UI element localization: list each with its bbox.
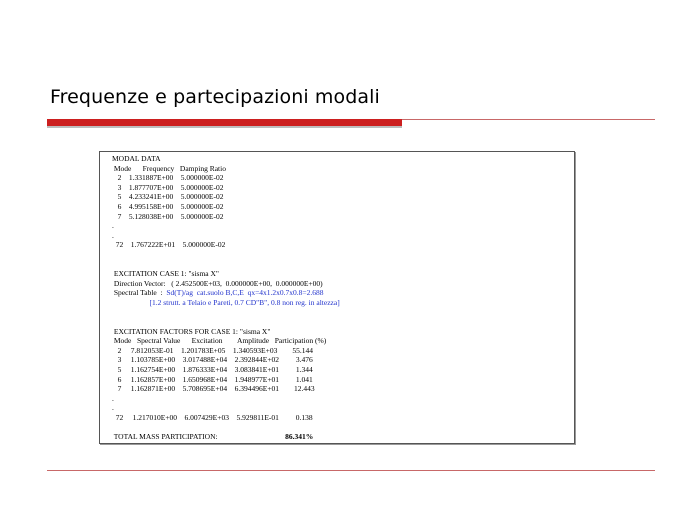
report-line-text: 2 1.331887E+00 5.000000E-02 (112, 173, 224, 183)
report-line-text: 6 4.995158E+00 5.000000E-02 (112, 201, 224, 211)
report-line-text: 72 1.217010E+00 6.007429E+03 5.929811E-01 0.138 (112, 413, 313, 423)
report-line (112, 375, 340, 385)
slide-title: Frequenze e partecipazioni modali (50, 86, 380, 108)
report-line (112, 394, 340, 404)
report-line (112, 384, 340, 394)
report-line (112, 308, 340, 318)
report-line (112, 173, 340, 183)
report-line (112, 164, 340, 174)
report-line (112, 183, 340, 193)
report-line (112, 231, 340, 241)
footer-rule (47, 470, 655, 471)
report-line-text: . (112, 393, 114, 403)
report-output-box (99, 151, 575, 444)
report-line-text: Mode Frequency Damping Ratio (112, 163, 226, 173)
spectral-table-description: Sd(T)/ag cat.suolo B,C,E qx=4x1.2x0.7x0.8=2.688 (166, 288, 324, 298)
title-grey-shadow-line (47, 126, 402, 128)
report-line (112, 298, 340, 308)
report-line-text: EXCITATION CASE 1: "sisma X" (112, 269, 219, 279)
report-line (112, 317, 340, 327)
report-line (112, 279, 340, 289)
report-line-text: 7 5.128038E+00 5.000000E-02 (112, 211, 224, 221)
report-line-text: Direction Vector: ( 2.452500E+03, 0.000000E+00, 0.000000E+00) (112, 278, 323, 288)
report-line (112, 336, 340, 346)
report-line (112, 355, 340, 365)
report-line-text: EXCITATION FACTORS FOR CASE 1: "sisma X" (112, 326, 271, 336)
report-line (112, 192, 340, 202)
report-line-text: 72 1.767222E+01 5.000000E-02 (112, 240, 226, 250)
report-line-text: 2 7.812053E-01 1.201783E+05 1.340593E+03 55.144 (112, 345, 313, 355)
report-line-text: 6 1.162857E+00 1.650968E+04 1.948977E+01 1.041 (112, 374, 313, 384)
report-line (112, 269, 340, 279)
report-line (112, 403, 340, 413)
report-line-text (112, 298, 150, 307)
report-line (112, 327, 340, 337)
report-line (112, 212, 340, 222)
title-red-underline (47, 119, 402, 126)
report-line-text: 5 4.233241E+00 5.000000E-02 (112, 192, 224, 202)
report-line (112, 346, 340, 356)
report-line-text: Mode Spectral Value Excitation Amplitude Participation (%) (112, 336, 327, 346)
report-line (112, 423, 340, 433)
report-line-text: . (112, 230, 114, 240)
report-line (112, 202, 340, 212)
report-line (112, 154, 340, 164)
report-line-text: 7 1.162871E+00 5.708695E+04 6.394496E+01 12.443 (112, 384, 315, 394)
report-line (112, 432, 340, 442)
report-line (112, 221, 340, 231)
report-line (112, 413, 340, 423)
report-line (112, 250, 340, 260)
report-line (112, 288, 340, 298)
report-line (112, 260, 340, 270)
report-line (112, 240, 340, 250)
report-line-text: MODAL DATA (112, 154, 161, 163)
report-line (112, 365, 340, 375)
report-line-text: . (112, 403, 114, 413)
report-line-text: . (112, 221, 114, 231)
spectral-table-description: [1.2 strutt. a Telaio e Pareti, 0.7 CD"B", 0.8 non reg. in altezza] (149, 297, 340, 307)
report-line-text: 3 1.103785E+00 3.017488E+04 2.392844E+02 3.476 (112, 355, 313, 365)
report-line-text: 5 1.162754E+00 1.876333E+04 3.083841E+01 1.344 (112, 365, 313, 375)
report-line-text: TOTAL MASS PARTICIPATION: (112, 432, 286, 442)
report-line-text: Spectral Table : (112, 288, 167, 298)
report-line-text: 3 1.877707E+00 5.000000E-02 (112, 182, 224, 192)
title-thin-rule (402, 119, 655, 120)
total-mass-participation-value: 86.341% (285, 432, 314, 442)
modal-report-text (112, 154, 340, 442)
